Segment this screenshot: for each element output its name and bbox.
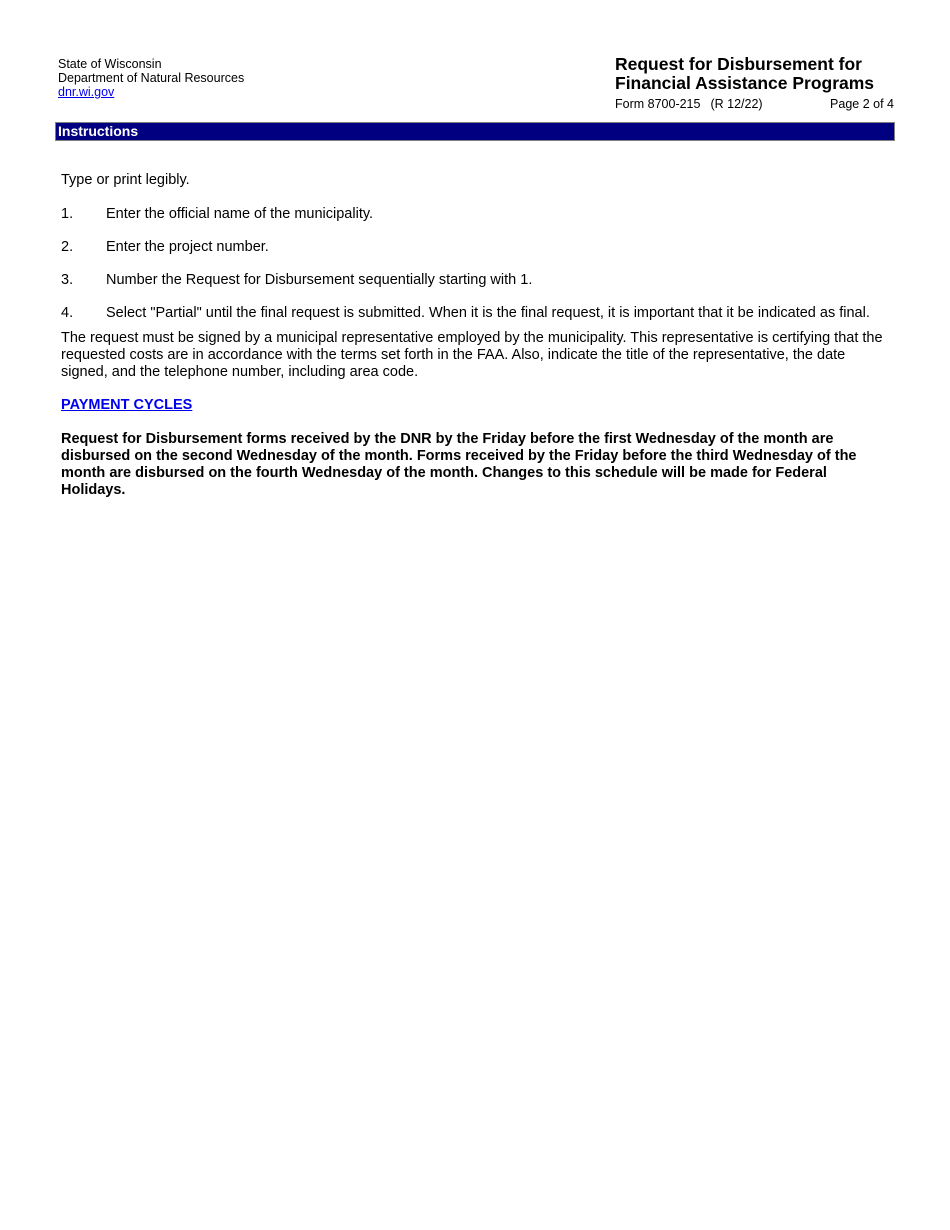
page-number: Page 2 of 4 xyxy=(830,97,894,111)
form-number: Form 8700-215 xyxy=(615,97,701,111)
agency-department: Department of Natural Resources xyxy=(58,71,245,85)
payment-cycles-link[interactable]: PAYMENT CYCLES xyxy=(61,397,193,413)
step-number: 4. xyxy=(61,305,74,321)
step-item xyxy=(61,239,889,256)
instructions-content xyxy=(61,172,889,499)
payment-schedule-text: Request for Disbursement forms received by the DNR by the Friday before the first Wednesday of the month are disbursed on the second Wednesday of the month. Forms received by the Friday before the third Wednesday of the month are disbursed on the fourth Wednesday of the month. Changes to this schedule will be made for Federal Holidays. xyxy=(61,431,857,498)
website-link[interactable]: dnr.wi.gov xyxy=(58,85,115,99)
agency-state: State of Wisconsin xyxy=(58,57,162,71)
step-item xyxy=(61,305,889,322)
step-item xyxy=(61,272,889,289)
agency-block xyxy=(58,57,244,99)
form-title-line2: Financial Assistance Programs xyxy=(615,73,875,93)
form-meta xyxy=(615,97,894,111)
intro-text: Type or print legibly. xyxy=(61,172,190,188)
step-number: 1. xyxy=(61,206,74,222)
step-text: Enter the official name of the municipality. xyxy=(106,206,374,222)
signature-instructions: The request must be signed by a municipal representative employed by the municipality. This representative is certifying that the requested costs are in accordance with the terms set forth in the FAA. Also, indicate the title of the representative, the date signed, and the telephone number, including area code. xyxy=(61,330,883,380)
step-text: Select "Partial" until the final request is submitted. When it is the final request, it is important that it be indicated as final. xyxy=(106,305,870,321)
step-number: 2. xyxy=(61,239,74,255)
step-text: Number the Request for Disbursement sequentially starting with 1. xyxy=(106,272,533,288)
form-revision: (R 12/22) xyxy=(710,97,763,111)
section-header-instructions: Instructions xyxy=(55,122,895,141)
form-title-line1: Request for Disbursement for xyxy=(615,54,862,74)
form-title xyxy=(615,55,894,93)
form-header xyxy=(615,55,894,111)
step-number: 3. xyxy=(61,272,74,288)
instruction-steps xyxy=(61,206,889,322)
step-item xyxy=(61,206,889,223)
step-text: Enter the project number. xyxy=(106,239,269,255)
form-number-group xyxy=(615,97,763,111)
